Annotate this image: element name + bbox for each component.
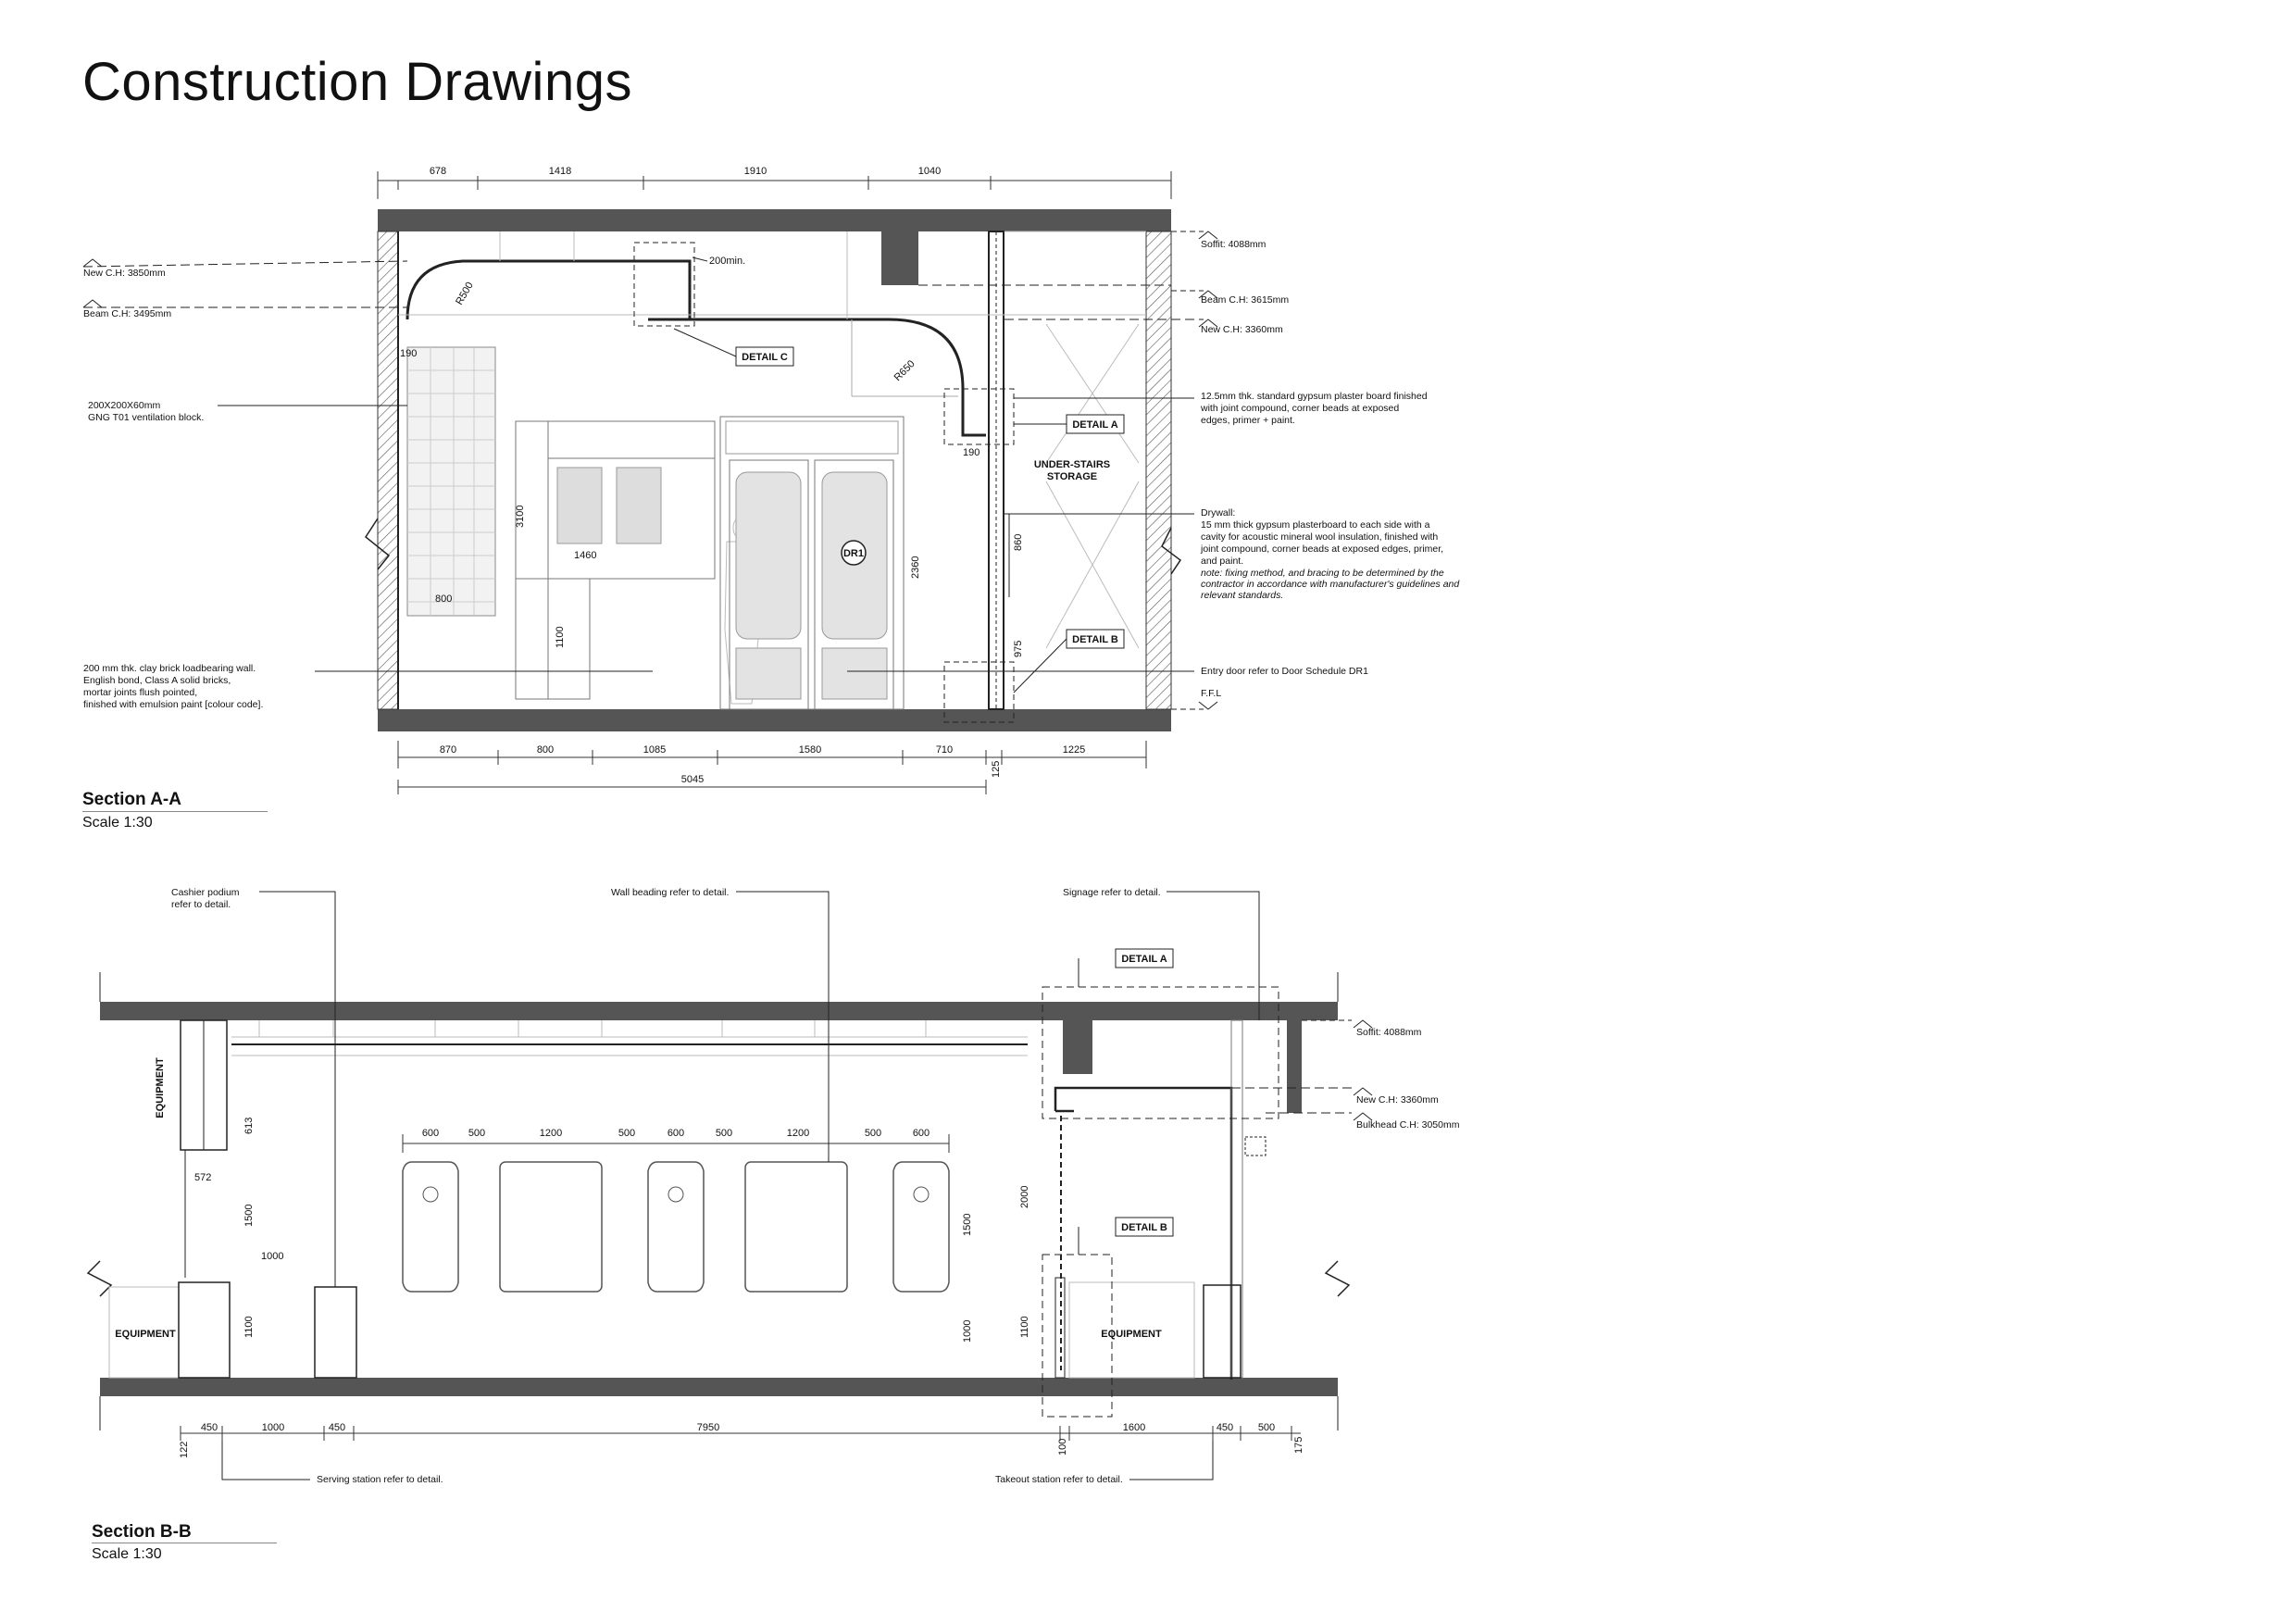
section-a-room-label: UNDER-STAIRS	[1033, 459, 1111, 470]
section-a-detail-c-label: DETAIL C	[742, 352, 788, 363]
section-a-entry-door	[720, 417, 904, 709]
section-b-beading-note: Wall beading refer to detail.	[611, 887, 730, 898]
section-a-bottom-dimension-line	[398, 741, 1146, 794]
section-a-ventilation-block	[407, 347, 495, 616]
section-b-break-mark	[88, 1261, 111, 1296]
section-b-serving-note: Serving station refer to detail.	[317, 1474, 443, 1485]
section-a-top-dim: 1418	[548, 166, 572, 177]
section-b-serving-station	[179, 1282, 230, 1378]
section-a-left-wall	[378, 231, 398, 709]
section-b-bottom-dim: 450	[200, 1422, 218, 1433]
section-b-bottom-dim: 100	[1057, 1438, 1068, 1455]
section-b-panel-dim: 1200	[786, 1128, 810, 1139]
section-b-panel-dim: 600	[421, 1128, 440, 1139]
section-a-drywall-note: 15 mm thick gypsum plasterboard to each side with a	[1201, 519, 1430, 531]
section-a-radius-dim: R650	[892, 358, 917, 384]
section-b-bottom-dim: 500	[1257, 1422, 1276, 1433]
section-b-dim: 613	[243, 1117, 255, 1134]
section-a-level-new-ch: New C.H: 3850mm	[83, 268, 166, 279]
section-b-equipment-label: EQUIPMENT	[155, 1057, 166, 1118]
section-b-bottom-dim: 450	[1216, 1422, 1234, 1433]
section-a-bottom-dim: 125	[991, 760, 1002, 778]
section-b-dim: 2000	[1019, 1185, 1030, 1208]
section-b-dim: 1500	[243, 1204, 255, 1227]
section-a-detail-c-region	[634, 243, 694, 326]
section-b-dim: 1000	[962, 1319, 973, 1343]
section-a-ceiling-slab	[378, 209, 1171, 231]
section-a-room-label: STORAGE	[1046, 471, 1098, 482]
section-a-drywall-subnote: note: fixing method, and bracing to be determined by the	[1201, 568, 1444, 579]
section-b-wall-panels	[403, 1162, 949, 1292]
section-a-dim: 200min.	[709, 256, 746, 267]
section-a-detail-b-label: DETAIL B	[1072, 634, 1118, 645]
section-b-level-bulkhead: Bulkhead C.H: 3050mm	[1356, 1119, 1460, 1131]
section-a-floor-slab	[378, 709, 1171, 731]
section-a-door-tag-label: DR1	[842, 548, 865, 559]
section-b-bulkhead	[1287, 1020, 1302, 1113]
section-a-wall-note: mortar joints flush pointed,	[83, 687, 198, 698]
section-a-bottom-dim: 710	[935, 744, 954, 756]
section-b-equipment-label: EQUIPMENT	[1101, 1329, 1162, 1340]
section-a-right-wall	[1146, 231, 1171, 709]
section-b-bottom-dim: 1600	[1122, 1422, 1146, 1433]
section-b-dim: 1500	[962, 1213, 973, 1236]
section-a-drywall-note: joint compound, corner beads at exposed edges, primer,	[1201, 543, 1444, 555]
section-a-bottom-dim: 1085	[643, 744, 667, 756]
section-b-beam	[1063, 1020, 1092, 1074]
section-a-overall-dim: 5045	[680, 774, 705, 785]
section-a-dim: 2360	[910, 556, 921, 579]
section-b-detail-a-label: DETAIL A	[1121, 954, 1167, 965]
section-a-top-dim: 1910	[743, 166, 767, 177]
section-a-dim: 3100	[515, 505, 526, 528]
page-title: Construction Drawings	[82, 52, 632, 112]
section-a-level-beam-ch: Beam C.H: 3615mm	[1201, 294, 1290, 306]
section-a-scale: Scale 1:30	[82, 815, 153, 831]
section-a-drywall-note: cavity for acoustic mineral wool insulation, finished with	[1201, 531, 1439, 543]
section-b-bottom-dim: 1000	[261, 1422, 285, 1433]
section-b-bottom-dim: 7950	[696, 1422, 720, 1433]
section-a-plaster-note: edges, primer + paint.	[1201, 415, 1295, 426]
section-b-level-soffit: Soffit: 4088mm	[1356, 1027, 1422, 1038]
section-a-top-dim: 678	[429, 166, 447, 177]
section-b-panel-dim: 500	[715, 1128, 733, 1139]
section-a-level-ffl: F.F.L	[1201, 688, 1222, 699]
section-a-bottom-dim: 1580	[798, 744, 822, 756]
section-a-dim: 190	[963, 447, 980, 458]
section-b-bottom-dim: 450	[328, 1422, 346, 1433]
section-a-vent-note: GNG T01 ventilation block.	[88, 412, 205, 423]
section-a-top-dimension-line	[378, 171, 1171, 199]
section-b-bottom-dim: 122	[179, 1441, 190, 1458]
section-b-cashier-podium	[315, 1287, 356, 1378]
section-a-drywall-note: Drywall:	[1201, 507, 1236, 518]
section-b-floor-slab	[100, 1378, 1338, 1396]
section-a-door-note: Entry door refer to Door Schedule DR1	[1201, 666, 1368, 677]
section-a-vent-note: 200X200X60mm	[88, 400, 161, 411]
section-a-level-soffit: Soffit: 4088mm	[1201, 239, 1267, 250]
section-a-cabinet-glass	[557, 468, 602, 543]
section-a-top-dim: 1040	[917, 166, 942, 177]
section-a-level-new-ch: New C.H: 3360mm	[1201, 324, 1283, 335]
section-a-drywall-subnote: contractor in accordance with manufacturer's guidelines and	[1201, 579, 1460, 590]
section-b-dim: 1000	[261, 1251, 284, 1262]
section-a-drywall-subnote: relevant standards.	[1201, 590, 1284, 601]
section-a-level-beam-ch: Beam C.H: 3495mm	[83, 308, 172, 319]
section-a-title: Section A-A	[82, 790, 181, 809]
section-b-level-new-ch: New C.H: 3360mm	[1356, 1094, 1439, 1106]
section-b-signage-note: Signage refer to detail.	[1063, 887, 1161, 898]
section-b-equipment-label: EQUIPMENT	[115, 1329, 176, 1340]
section-b-cashier-note: Cashier podium	[171, 887, 240, 898]
section-b-panel-dim: 1200	[539, 1128, 563, 1139]
section-a-beam	[881, 231, 918, 285]
section-b-drawing	[88, 887, 1460, 1485]
section-b-takeout-station	[1204, 1285, 1241, 1378]
section-b-break-mark	[1326, 1261, 1349, 1296]
section-b-scale: Scale 1:30	[92, 1546, 162, 1562]
section-b-cashier-note: refer to detail.	[171, 899, 231, 910]
section-a-drywall-note: and paint.	[1201, 556, 1244, 567]
section-a-bulkhead-right	[648, 319, 986, 435]
section-a-dim: 800	[435, 593, 453, 605]
section-a-bottom-dim: 1225	[1062, 744, 1086, 756]
section-b-panel-dim: 500	[468, 1128, 486, 1139]
section-b-panel-dim: 600	[667, 1128, 685, 1139]
section-a-cabinet	[516, 421, 715, 699]
section-a-wall-note: finished with emulsion paint [colour code].	[83, 699, 264, 710]
section-a-dim: 975	[1013, 640, 1024, 657]
section-a-cabinet-glass	[617, 468, 661, 543]
section-b-panel-dim: 600	[912, 1128, 930, 1139]
section-b-detail-b-label: DETAIL B	[1121, 1222, 1167, 1233]
section-a-plaster-note: 12.5mm thk. standard gypsum plaster board finished	[1201, 391, 1428, 402]
section-a-bottom-dim: 800	[536, 744, 555, 756]
section-a-wall-note: English bond, Class A solid bricks,	[83, 675, 231, 686]
section-a-dim: 190	[400, 348, 418, 359]
section-a-detail-a-label: DETAIL A	[1072, 419, 1118, 431]
section-b-bottom-dim: 175	[1293, 1436, 1304, 1454]
section-a-dim: 860	[1013, 533, 1024, 551]
section-a-radius-dim: R500	[454, 280, 476, 307]
section-a-drawing	[83, 166, 1460, 794]
section-b-dim: 572	[194, 1172, 212, 1183]
section-a-bulkhead-left	[407, 261, 690, 319]
section-b-dim: 1100	[243, 1316, 255, 1338]
section-b-ceiling-slab	[100, 1002, 1338, 1020]
section-a-bottom-dim: 870	[439, 744, 457, 756]
section-a-dim: 1100	[555, 626, 566, 648]
section-b-panel-dim: 500	[618, 1128, 636, 1139]
section-b-panel-dim: 500	[864, 1128, 882, 1139]
section-a-wall-note: 200 mm thk. clay brick loadbearing wall.	[83, 663, 256, 674]
section-a-plaster-note: with joint compound, corner beads at exposed	[1201, 403, 1400, 414]
section-b-title: Section B-B	[92, 1522, 192, 1542]
section-b-dim: 1100	[1019, 1316, 1030, 1338]
section-a-dim: 1460	[574, 550, 597, 561]
section-b-takeout-note: Takeout station refer to detail.	[995, 1474, 1123, 1485]
